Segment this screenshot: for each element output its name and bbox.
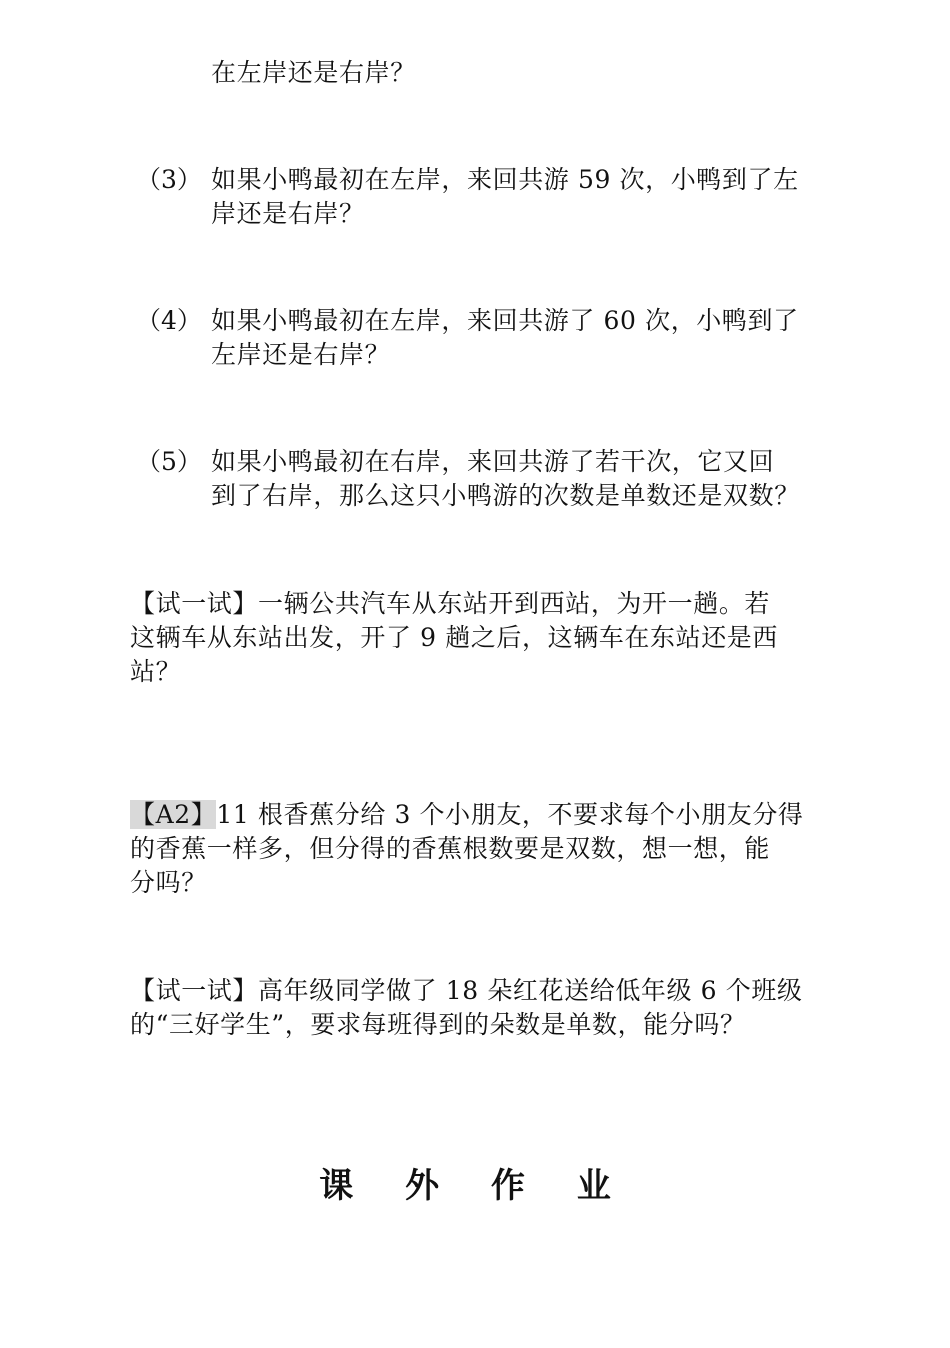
question-5-line-2: 到了右岸，那么这只小鸭游的次数是单数还是双数？ <box>211 481 800 510</box>
question-3-line-2: 岸还是右岸？ <box>211 199 365 228</box>
try-it-1-label: 【试一试】 <box>130 589 259 618</box>
a2-line-3: 分吗？ <box>130 868 207 897</box>
try-it-1-line-2: 这辆车从东站出发，开了 9 趟之后，这辆车在东站还是西 <box>130 623 779 652</box>
question-4-line-1: 如果小鸭最初在左岸，来回共游了 60 次，小鸭到了 <box>211 306 799 335</box>
question-2-tail: 在左岸还是右岸？ <box>211 58 416 87</box>
section-title: 课 外 作 业 <box>319 1166 631 1206</box>
a2-label: 【A2】 <box>130 800 217 829</box>
question-3-line-1: 如果小鸭最初在左岸，来回共游 59 次，小鸭到了左 <box>211 165 799 194</box>
question-5-number: （5） <box>136 447 202 476</box>
question-3-number: （3） <box>136 165 202 194</box>
a2-text-1: 11 根香蕉分给 3 个小朋友，不要求每个小朋友分得 <box>216 800 804 829</box>
a2-line-2: 的香蕉一样多，但分得的香蕉根数要是双数，想一想，能 <box>130 834 771 863</box>
try-it-1-line-1 <box>130 587 770 621</box>
try-it-2-label: 【试一试】 <box>130 976 259 1005</box>
try-it-1-text-1: 一辆公共汽车从东站开到西站，为开一趟。若 <box>258 589 771 618</box>
question-5-line-1: 如果小鸭最初在右岸，来回共游了若干次，它又回 <box>211 447 775 476</box>
try-it-1-line-3: 站？ <box>130 657 182 686</box>
try-it-2-text-1: 高年级同学做了 18 朵红花送给低年级 6 个班级 <box>258 976 803 1005</box>
question-4-line-2: 左岸还是右岸？ <box>211 340 391 369</box>
try-it-2-line-2: 的“三好学生”，要求每班得到的朵数是单数，能分吗？ <box>130 1010 746 1039</box>
question-4-number: （4） <box>136 306 202 335</box>
a2-line-1 <box>130 798 804 832</box>
try-it-2-line-1 <box>130 974 803 1008</box>
